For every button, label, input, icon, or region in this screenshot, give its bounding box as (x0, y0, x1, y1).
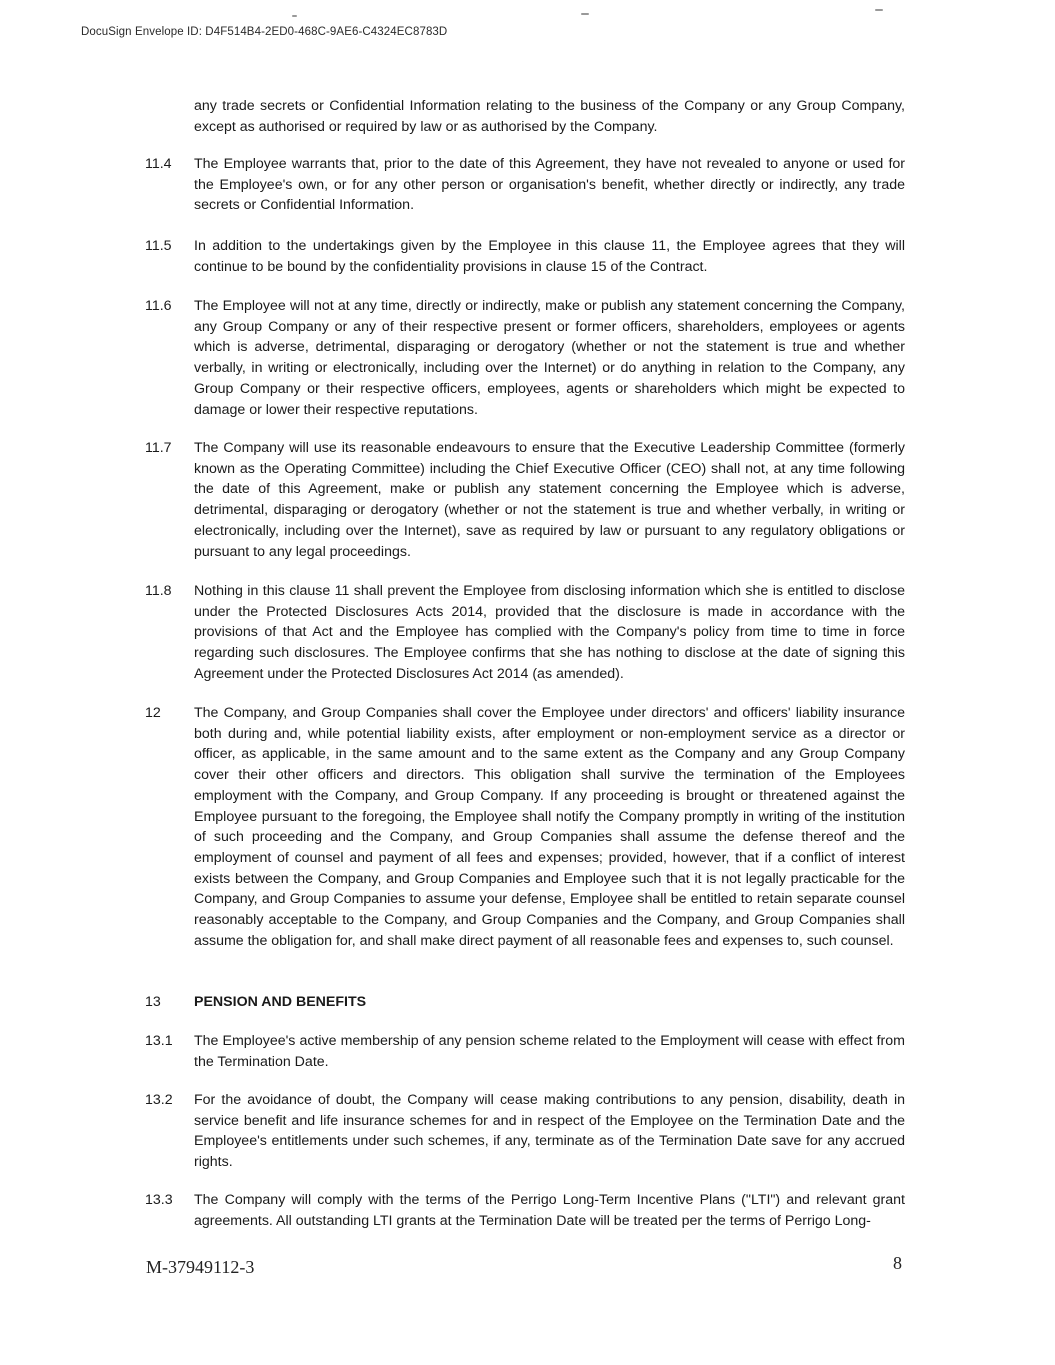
clause-text: any trade secrets or Confidential Information relating to the business of the Company or any Group Company, except as authorised or required by law or as authorised by the Company. (194, 98, 905, 135)
clause-text: The Company will use its reasonable endeavours to ensure that the Executive Leadership Committee (formerly known as the Operating Committee) including the Chief Executive Officer (CEO) shall not, at any time following the date of this Agreement, make or publish any statement concerning the Employee which is adverse, detrimental, disparaging or derogatory (whether or not the statement is true and whether verbally, in writing or electronically, including over the Internet), save as required by law or pursuant to any regulatory obligations or pursuant to any legal proceedings. (194, 440, 905, 560)
clause-11-5 (145, 236, 905, 277)
clause-text: The Company, and Group Companies shall cover the Employee under directors' and officers' liability insurance both during and, while potential liability exists, after employment or non-employment service as a director or officer, as applicable, in the same amount and to the same extent as the Company and any Group Company cover their other officers and directors. This obligation shall survive the termination of the Employees employment with the Company, and Group Company. If any proceeding is brought or threatened against the Employee pursuant to the foregoing, the Employee shall notify the Company promptly in writing of the institution of such proceeding and the Company, and Group Companies shall assume the defense thereof and the employment of counsel and payment of all fees and expenses; provided, however, that if a conflict of interest exists between the Company, and Group Companies and Employee such that it is not legally practicable for the Company, and Group Companies to assume your defense, Employee shall be entitled to retain separate counsel reasonably acceptable to the Company, and Group Companies and the Company, and Group Companies shall assume the obligation for, and shall make direct payment of all reasonable fees and expenses to, such counsel. (194, 705, 905, 949)
clause-number: 12 (145, 705, 161, 721)
clause-text: In addition to the undertakings given by the Employee in this clause 11, the Employee agrees that they will continue to be bound by the confidentiality provisions in clause 15 of the Contract. (194, 238, 905, 275)
clause-text: The Company will comply with the terms of the Perrigo Long-Term Incentive Plans ("LTI") and relevant grant agreements. All outstanding LTI grants at the Termination Date will be treated per the terms of Perrigo Long- (194, 1192, 905, 1229)
clause-11-7 (145, 438, 905, 562)
clause-number: 11.4 (145, 156, 172, 172)
clause-number: 13.3 (145, 1192, 173, 1208)
clause-number: 11.6 (145, 298, 172, 314)
document-reference: M-37949112-3 (146, 1257, 255, 1277)
clause-number: 13.1 (145, 1033, 173, 1049)
clause-number: 13.2 (145, 1092, 173, 1108)
clause-text: For the avoidance of doubt, the Company will cease making contributions to any pension, disability, death in service benefit and life insurance schemes for and in respect of the Employee on the Termination Date and the Employee's entitlements under such schemes, if any, terminate as of the Termination Date save for any accrued rights. (194, 1092, 905, 1171)
clause-text: Nothing in this clause 11 shall prevent the Employee from disclosing information which she is entitled to disclose under the Protected Disclosures Acts 2014, provided that the disclosure is made in accordance with the provisions of that Act and the Employee has complied with the Company's policy from time to time in force regarding such disclosures. The Employee confirms that she has nothing to disclose at the date of signing this Agreement under the Protected Disclosures Act 2014 (as amended). (194, 583, 905, 682)
docusign-envelope-id: DocuSign Envelope ID: D4F514B4-2ED0-468C-9AE6-C4324EC8783D (81, 26, 448, 38)
clause-number: 13 (145, 994, 161, 1010)
clause-number: 11.8 (145, 583, 172, 599)
section-13-heading (145, 992, 905, 1013)
scan-speck (875, 9, 883, 11)
clause-13-1 (145, 1031, 905, 1072)
clause-13-3 (145, 1190, 905, 1231)
clause-12 (145, 703, 905, 951)
clause-text: The Employee will not at any time, directly or indirectly, make or publish any statement concerning the Company, any Group Company or any of their respective present or former officers, shareholders, employees or agents which is adverse, detrimental, disparaging or derogatory (whether or not the statement is true and whether verbally, in writing or electronically, including over the Internet) or do anything in relation to the Company, any Group Company or their respective officers, employees, agents or shareholders which might be expected to damage or lower their respective reputations. (194, 298, 905, 418)
clause-text: The Employee's active membership of any pension scheme related to the Employment will cease with effect from the Termination Date. (194, 1033, 905, 1070)
clause-13-2 (145, 1090, 905, 1173)
scan-speck (581, 13, 589, 15)
clause-continuation (145, 96, 905, 137)
clause-number: 11.7 (145, 440, 172, 456)
page-number: 8 (893, 1253, 902, 1273)
scan-speck (292, 15, 297, 17)
clause-11-6 (145, 296, 905, 420)
clause-text: The Employee warrants that, prior to the date of this Agreement, they have not revealed to anyone or used for the Employee's own, or for any other person or organisation's benefit, whether directly or indirectly, any trade secrets or Confidential Information. (194, 156, 905, 214)
clause-11-8 (145, 581, 905, 685)
clause-number: 11.5 (145, 238, 172, 254)
section-heading: PENSION AND BENEFITS (194, 994, 367, 1010)
clause-11-4 (145, 154, 905, 216)
